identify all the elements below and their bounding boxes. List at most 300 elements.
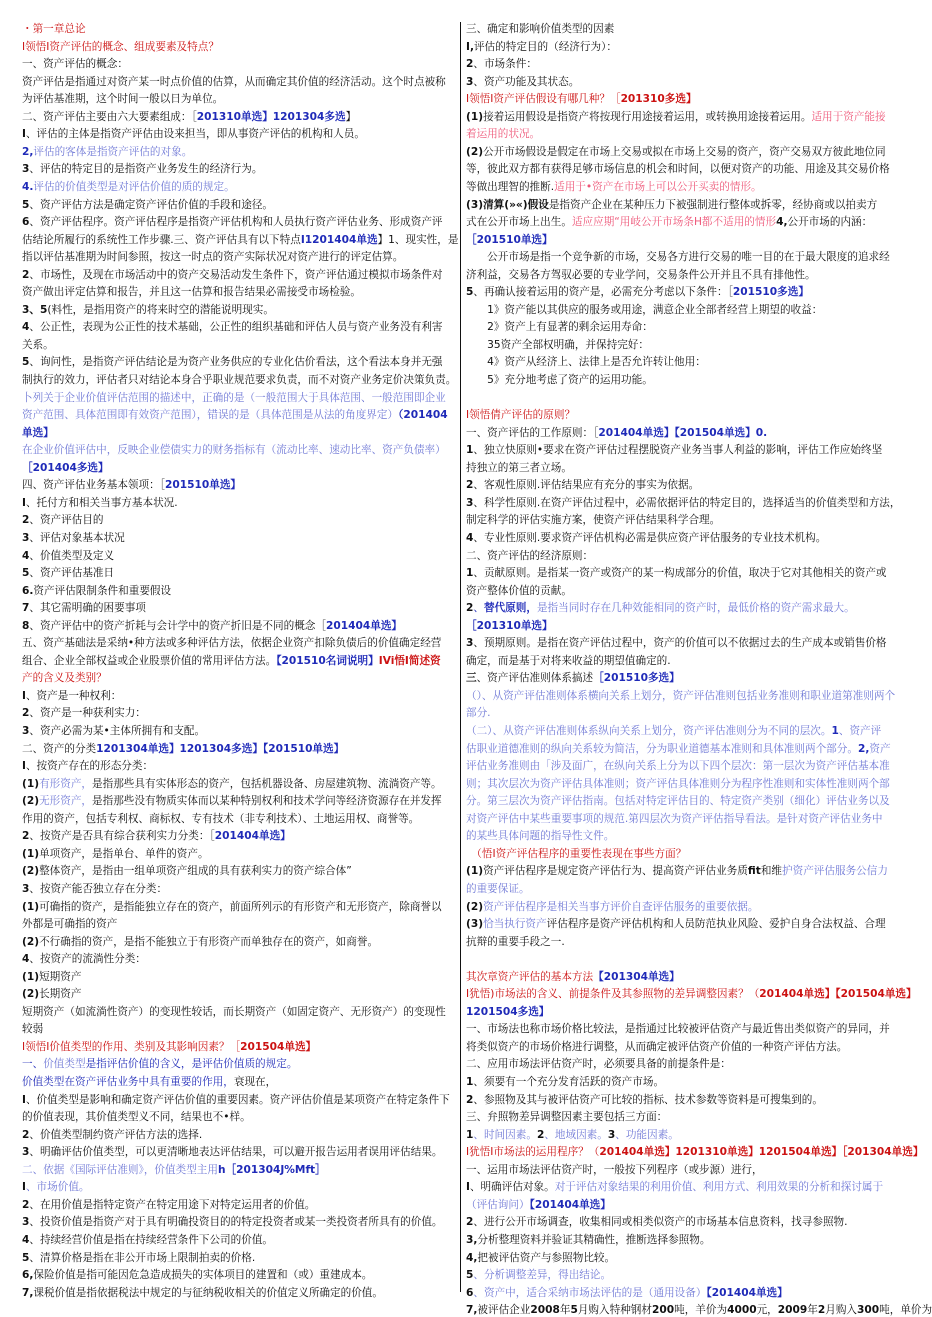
text-line bbox=[466, 1163, 902, 1177]
text-line bbox=[466, 145, 902, 159]
text-segment: 单项资产，是指单台、单件的资产。 bbox=[39, 847, 209, 860]
text-segment: 3 bbox=[22, 725, 30, 737]
text-line bbox=[466, 900, 902, 914]
text-segment: 外都是可确指的资产 bbox=[22, 918, 118, 931]
text-line bbox=[22, 162, 456, 176]
text-segment: 【201304单选】 bbox=[593, 970, 680, 983]
text-segment: 衰现在， bbox=[233, 1076, 277, 1088]
text-line bbox=[22, 233, 459, 247]
text-line bbox=[22, 1075, 456, 1089]
text-line bbox=[22, 864, 456, 878]
text-segment: 价值类型 bbox=[43, 1058, 86, 1071]
text-segment: 、按资产能否独立存在分类： bbox=[29, 882, 168, 895]
text-line bbox=[22, 829, 456, 843]
text-line bbox=[22, 461, 456, 475]
text-segment: 、资产中，适合采纳市场法评估的是（通用设备） bbox=[473, 1286, 707, 1299]
text-line bbox=[466, 935, 902, 949]
text-segment: 清算(»«)假设 bbox=[483, 198, 549, 211]
text-segment: 一、资产评估的概念： bbox=[22, 58, 128, 71]
text-segment: 、科学性原则.在资产评估过程中，必需依据评估的特定目的，选择适当的价值类型和方法， bbox=[473, 496, 901, 509]
text-segment: 、资产是一种获利实力： bbox=[29, 707, 146, 720]
text-segment: 公开市场假设是假定在市场上交易或拟在市场上交易的资产，资产交易双方彼此地位同 bbox=[483, 145, 886, 158]
text-segment: 济利益，交易各方驾驭必要的专业学问，交易条件公开并且不具有排他性。 bbox=[466, 268, 816, 281]
text-segment: 、资产评估目的 bbox=[29, 514, 104, 527]
text-segment: 着运用的状况。 bbox=[466, 128, 541, 141]
text-line bbox=[466, 671, 902, 685]
text-segment: 、价值类型及定义 bbox=[29, 549, 115, 562]
text-line bbox=[22, 250, 456, 264]
text-segment: I bbox=[22, 128, 26, 141]
text-segment: 制执行的效力，评估者只对结论本身合乎职业规范要求负责，而不对资产业务定价决策负责。 bbox=[22, 374, 457, 386]
text-segment: ［201404多选】 bbox=[22, 461, 109, 474]
text-segment: (1) bbox=[466, 110, 484, 123]
text-line bbox=[22, 303, 456, 317]
text-segment: 2 bbox=[22, 707, 30, 720]
text-segment: 5 bbox=[22, 198, 30, 211]
text-segment: 对于评估对象结果的利用价值、利用方式、利用效果的分析和探讨属于 bbox=[554, 1181, 884, 1194]
text-line bbox=[466, 584, 902, 598]
text-segment: 、功能因素。 bbox=[615, 1128, 679, 1141]
text-segment: 、按资产是否具有综合获利实力分类：［ bbox=[29, 830, 215, 843]
text-segment: 3 bbox=[607, 1128, 616, 1141]
text-segment: 7, bbox=[22, 1286, 34, 1299]
text-line bbox=[466, 320, 902, 334]
text-segment: 5 bbox=[570, 1304, 578, 1317]
text-segment: 分析整理资料并验证其精确性，推断选择参照物。 bbox=[477, 1233, 711, 1246]
text-segment: 4000 bbox=[727, 1304, 757, 1317]
text-segment: 5 bbox=[22, 356, 30, 369]
text-segment: 201404单选】【201504单选】 bbox=[759, 988, 917, 1001]
text-segment: 接着运用假设是指资产将按现行用途接着运用，或转换用途接着运用。 bbox=[483, 110, 812, 123]
text-segment: 201504单选】 bbox=[240, 1040, 317, 1053]
text-segment: 评估程序是资产评估机构和人员防范执业风险、爱护自身合法权益、合理 bbox=[546, 918, 886, 931]
text-segment: 201404单选】1201310单选】1201504单选】［201304单选】 bbox=[599, 1146, 924, 1159]
text-segment: 2009 bbox=[777, 1304, 808, 1317]
text-segment: 2, bbox=[22, 145, 34, 158]
text-segment: （）、从资产评估准则体系横向关系上划分，资产评估准则包括业务准则和职业道第准则两个 bbox=[466, 689, 896, 702]
text-segment: 、客观性原则.评估结果应有充分的事实为依据。 bbox=[473, 479, 700, 492]
text-line bbox=[466, 531, 902, 545]
text-segment: 有形资产， bbox=[39, 777, 93, 790]
text-segment: 保险价值是指可能因危急造成损失的实体项目的建置和（或）重建成本。 bbox=[33, 1269, 373, 1282]
text-segment: 6, bbox=[22, 1269, 34, 1282]
text-segment: 、评估的主体是指资产评估由设来担当，即从事资产评估的机构和人员。 bbox=[25, 128, 365, 141]
text-segment: 短期资产（如流淌性资产）的变现性较话，而长期资产（如固定资产、无形资产）的变现性 bbox=[22, 1005, 446, 1018]
text-segment: 评估的特定目的（经济行为）： bbox=[473, 40, 617, 53]
text-line bbox=[22, 285, 456, 299]
text-segment: 3 bbox=[22, 163, 30, 176]
text-line bbox=[466, 443, 902, 457]
text-segment: 、明确评估价值类型，可以更清晰地表达评估结果，可以避开报告运用者误用评估结果。 bbox=[29, 1146, 443, 1159]
text-line bbox=[466, 1198, 902, 1212]
text-line bbox=[466, 812, 902, 826]
text-line bbox=[466, 1286, 902, 1300]
text-segment: 月购入 bbox=[825, 1304, 858, 1317]
text-line bbox=[22, 215, 456, 229]
text-segment: 评估的客体是指资产评估的对象。 bbox=[33, 145, 193, 158]
text-segment: 适用于•资产在市场上可以公开买卖的情形。 bbox=[554, 180, 762, 193]
text-line bbox=[466, 355, 902, 369]
text-segment: 、托付方和相关当事方基本状况. bbox=[25, 496, 178, 509]
text-segment: 、市场性，及现在市场活动中的资产交易活动发生条件下，资产评估通过模拟市场条件对 bbox=[29, 268, 443, 281]
text-segment: 元， bbox=[756, 1304, 778, 1317]
text-segment: 是指那些具有实体形态的资产，包括机器设备、房屋建筑物、流淌资产等。 bbox=[92, 777, 442, 790]
text-segment: 300 bbox=[857, 1304, 880, 1317]
text-segment: I bbox=[22, 1093, 26, 1106]
text-segment: 资产评估限制条件和重要假设 bbox=[33, 584, 172, 597]
text-segment: I, bbox=[466, 40, 474, 53]
text-line bbox=[22, 496, 456, 510]
text-segment: 4》资产从经济上、法律上是否允许转让他用： bbox=[466, 356, 706, 369]
text-line bbox=[466, 1128, 902, 1142]
text-segment: 公开市场是指一个竞争新的市场，交易各方进行交易的唯一目的在于最大限度的追求经 bbox=[466, 251, 890, 264]
text-segment: (1) bbox=[22, 777, 40, 790]
text-segment: 对资产评估中某些重要事项的规范.第四层次为资产评估指导看法。是针对资产评估业务中 bbox=[466, 812, 883, 825]
text-segment: 关系。 bbox=[22, 338, 54, 351]
text-segment: 把被评估资产与参照物比较。 bbox=[477, 1251, 616, 1264]
text-segment: 为评估基准期，这个时间一般以日为单位。 bbox=[22, 93, 224, 106]
text-segment: 201510单选】 bbox=[165, 479, 242, 492]
text-segment: 吨，单价为 bbox=[879, 1304, 932, 1317]
text-line bbox=[22, 1286, 456, 1300]
text-segment: (1) bbox=[22, 847, 40, 860]
text-segment: （评估询问） bbox=[466, 1198, 530, 1211]
text-segment: 3 bbox=[22, 1146, 30, 1159]
text-segment: (3) bbox=[466, 198, 484, 211]
text-segment: （二）、从资产评估准则体系纵向关系上划分，资产评估准则分为不同的层次。 bbox=[466, 725, 832, 737]
text-segment: 4, bbox=[466, 1251, 478, 1264]
text-segment: 4 bbox=[22, 321, 30, 334]
text-line bbox=[466, 250, 902, 264]
text-segment: 资产 bbox=[869, 742, 891, 755]
text-line bbox=[22, 777, 456, 791]
text-segment: 则；其次层次为资产评估具体准则；资产评估具体准则分为程序性准则和实体性准则两个部 bbox=[466, 777, 890, 790]
text-segment: 一、市场法也称市场价格比较法，是指通过比较被评估资产与最近售出类似资产的异同，并 bbox=[466, 1023, 890, 1036]
text-segment: 、市场价值。 bbox=[25, 1181, 90, 1194]
text-line bbox=[22, 1145, 456, 1159]
text-segment: 2, bbox=[857, 742, 870, 755]
text-segment: 2 bbox=[22, 514, 30, 527]
text-line bbox=[22, 40, 456, 54]
text-segment: (1) bbox=[22, 970, 40, 983]
text-line bbox=[22, 549, 456, 563]
text-line bbox=[466, 864, 902, 878]
text-segment: 卜列关于企业价值评估范围的描述中，正确的是（一般范围大于具体范围、一般范围即企业 bbox=[22, 391, 446, 404]
text-line bbox=[466, 338, 902, 352]
text-line bbox=[466, 1180, 902, 1194]
text-segment: 资产评估程序是规定资产评估行为、提高资产评估业务质 bbox=[483, 865, 748, 878]
text-line bbox=[22, 110, 456, 124]
text-segment: 】 bbox=[345, 110, 357, 123]
text-segment: 课税价值是指依据税法中规定的与征纳税收相关的价值定义所确定的价值。 bbox=[33, 1286, 383, 1299]
text-segment: 、按资产存在的形态分类： bbox=[25, 760, 154, 773]
text-line bbox=[22, 987, 456, 1001]
text-segment: I领悟倩产评估的原则？ bbox=[466, 409, 576, 422]
text-line bbox=[22, 1093, 456, 1107]
text-segment: 不行确指的资产，是指不能独立于有形资产而单独存在的资产，如商誉。 bbox=[39, 935, 379, 948]
text-line bbox=[22, 952, 456, 966]
text-segment: (2) bbox=[22, 988, 40, 1001]
text-segment: 资产评估是指通过对资产某一时点价值的估算，从而确定其价值的经济活动。这个时点被称 bbox=[22, 75, 446, 88]
text-segment: 可确指的资产，是指能独立存在的资产，前面所列示的有形资产和无形资产，除商誉以 bbox=[39, 900, 442, 913]
text-line bbox=[22, 531, 456, 545]
text-line bbox=[466, 22, 902, 36]
text-segment: 二、依据《国际评估准则》，价值类型主用 bbox=[22, 1163, 218, 1176]
text-segment: 、资产是一种权利： bbox=[25, 689, 122, 702]
text-line bbox=[22, 636, 456, 650]
text-segment: 】1、现实性，是 bbox=[377, 233, 459, 246]
text-segment: 将类似资产的市场价格进行调整，从而确定被评估资产价值的一种资产评估方法。 bbox=[466, 1040, 848, 1053]
text-segment: 1 bbox=[466, 444, 474, 457]
text-segment: 6 bbox=[22, 216, 30, 229]
text-segment: 、资产评 bbox=[838, 725, 882, 737]
text-segment: 4, bbox=[776, 216, 788, 229]
text-segment: 一、运用市场法评估资产时，一般按下列程序（或步源）进行， bbox=[466, 1163, 763, 1176]
text-segment: 1 bbox=[831, 725, 839, 737]
text-line bbox=[22, 654, 456, 668]
text-line bbox=[22, 1040, 456, 1054]
text-line bbox=[466, 566, 902, 580]
text-line bbox=[22, 57, 456, 71]
text-line bbox=[22, 1005, 456, 1019]
text-segment: 三、确定和影响价值类型的因素 bbox=[466, 23, 615, 35]
text-line bbox=[466, 215, 902, 229]
text-segment: 1201504多选】 bbox=[466, 1005, 550, 1018]
text-segment: 作用的资产，包括专利权、商标权、专有技术（非专利技术）、土地运用权、商誉等。 bbox=[22, 812, 420, 825]
text-segment: 等做出理智的推断. bbox=[466, 180, 555, 193]
text-line bbox=[466, 987, 917, 1001]
text-segment: 二、资产的分类 bbox=[22, 742, 97, 755]
text-line bbox=[22, 917, 456, 931]
text-line bbox=[466, 478, 902, 492]
text-line bbox=[466, 689, 902, 703]
text-segment: 资产评估程序是相关当事方评价自查评估服务的重要依据。 bbox=[483, 900, 759, 913]
text-line bbox=[22, 1233, 456, 1247]
text-line bbox=[22, 584, 456, 598]
text-segment: 、地域因素。 bbox=[544, 1128, 608, 1141]
text-segment: ・第一章总论 bbox=[22, 23, 86, 35]
text-segment: 无形资产， bbox=[39, 795, 93, 808]
text-segment: 、清算价格是指在非公开市场上限制拍卖的价格. bbox=[29, 1251, 256, 1264]
text-segment: 是指评估价值的含义，是评估价值质的规定。 bbox=[85, 1058, 298, 1071]
text-segment: 评估的价值类型是对评估价值的质的规定。 bbox=[33, 180, 235, 193]
text-segment: (2) bbox=[466, 145, 484, 158]
text-segment: 年 bbox=[559, 1304, 571, 1317]
text-line bbox=[22, 355, 456, 369]
text-segment: 201404单选】【201504单选】0. bbox=[598, 426, 768, 439]
text-segment: 护资产评估服务公信力 bbox=[782, 865, 888, 878]
text-line bbox=[22, 426, 456, 440]
text-segment: 、按资产的流淌性分类： bbox=[29, 953, 146, 966]
text-line bbox=[22, 742, 456, 756]
text-segment: 、时间因素。 bbox=[473, 1128, 537, 1141]
text-line bbox=[22, 1198, 456, 1212]
text-segment: 2 bbox=[466, 602, 474, 615]
text-line bbox=[466, 1215, 902, 1229]
text-segment: 、价值类型是影响和确定资产评估价值的重要因素。资产评估价值是某项资产在特定条件下 bbox=[25, 1093, 450, 1106]
text-line bbox=[466, 1093, 902, 1107]
text-line bbox=[466, 426, 902, 440]
text-segment: I领悟I资产评估假设有哪几种？［ bbox=[466, 93, 621, 106]
text-line bbox=[22, 706, 456, 720]
text-line bbox=[466, 1251, 902, 1265]
text-line bbox=[466, 794, 902, 808]
text-segment: 、进行公开市场调查，收集相同或相类似资产的市场基本信息资料，找寻参照物. bbox=[473, 1216, 848, 1229]
text-segment: 在企业价值评估中，反映企业偿债实力的财务指标有（流动比率、速动比率、资产负债率） bbox=[22, 444, 446, 457]
text-segment: 吨，羊价为 bbox=[674, 1304, 728, 1317]
column-divider bbox=[460, 22, 461, 1292]
text-segment: 二、应用市场法评估资产时，必须要具备的前提条件是： bbox=[466, 1058, 731, 1071]
text-segment: 5 bbox=[466, 1269, 474, 1282]
text-segment: IVi悟I简述资 bbox=[378, 654, 441, 667]
text-segment: (1) bbox=[22, 900, 40, 913]
text-segment: 、价值类型制约资产评估方法的选择. bbox=[29, 1128, 203, 1141]
text-segment: 、贡献原则。是指某一资产或资产的某一构成部分的价值，取决于它对其他相关的资产或 bbox=[473, 567, 887, 580]
text-segment: 适用于资产能接 bbox=[811, 110, 886, 123]
text-segment: 、资产评估准则体系搞述 bbox=[476, 672, 594, 685]
text-line bbox=[22, 900, 456, 914]
text-segment: 资产范围、具体范围即有效资产范围），错误的是（具体范围是从法的角度界定） bbox=[22, 409, 399, 422]
text-line bbox=[22, 443, 456, 457]
text-line bbox=[466, 549, 902, 563]
text-segment: ［201510多选】 bbox=[593, 672, 680, 685]
text-segment: 2008 bbox=[530, 1304, 560, 1317]
text-segment: 2 bbox=[466, 479, 474, 492]
text-segment: 单选】 bbox=[22, 426, 54, 439]
text-segment: 、明确评估对象。 bbox=[469, 1181, 555, 1194]
text-line bbox=[22, 373, 456, 387]
text-line bbox=[466, 1233, 902, 1247]
text-line bbox=[466, 40, 902, 54]
text-segment: I领悟I资产评估的概念、组成要素及特点？ bbox=[22, 40, 219, 53]
text-line bbox=[22, 198, 456, 212]
text-segment: 月购入特种钢材 bbox=[577, 1304, 652, 1317]
text-line bbox=[466, 75, 902, 89]
text-segment: 6 bbox=[466, 1286, 474, 1299]
text-segment: 分。第三层次为资产评估指南。包括对特定评估目的、特定资产类别（细化）评估业务以及 bbox=[466, 795, 890, 808]
text-segment: 一、资产评估的工作原则：［ bbox=[466, 426, 599, 439]
text-line bbox=[22, 566, 456, 580]
text-segment: 五、资产基础法是采纳•种方法或多种评估方法，依据企业资产扣除负债后的价值确定经营 bbox=[22, 637, 442, 650]
text-line bbox=[22, 724, 456, 738]
text-line bbox=[466, 461, 902, 475]
text-segment: (1) bbox=[466, 865, 484, 878]
text-segment: 3 bbox=[22, 531, 30, 544]
text-line bbox=[22, 935, 456, 949]
left-column bbox=[22, 0, 459, 1301]
text-segment: 3 bbox=[466, 75, 474, 88]
text-line bbox=[22, 391, 456, 405]
text-segment: 4 bbox=[22, 1233, 30, 1246]
text-segment: h［201304J%Mft］ bbox=[217, 1163, 326, 1176]
text-segment: 【201510名词说明】 bbox=[276, 654, 379, 667]
text-segment: 、其它需明确的困要事项 bbox=[29, 602, 146, 615]
text-line bbox=[466, 636, 902, 650]
text-segment: 、公正性，表现为公正性的技术基础，公正性的组织基础和评估人员与资产业务没有利害 bbox=[29, 321, 443, 334]
text-segment: 、 bbox=[473, 602, 484, 615]
text-segment: 3 bbox=[22, 1216, 30, 1229]
text-segment: I bbox=[22, 1181, 26, 1194]
text-segment: 组合、企业全部权益或企业股票价值的常用评估方法。 bbox=[22, 654, 277, 667]
text-line bbox=[466, 513, 902, 527]
text-line bbox=[22, 268, 456, 282]
text-segment: (2) bbox=[22, 795, 40, 808]
text-segment: 的某些具体问题的指导性文件。 bbox=[466, 830, 615, 843]
text-line bbox=[22, 408, 456, 422]
text-segment: 整体资产，是指由一组单项资产组成的具有获利实力的资产综合体” bbox=[39, 865, 352, 878]
text-line bbox=[22, 180, 456, 194]
text-line bbox=[22, 145, 456, 159]
text-segment: 201310单选】1201304多选 bbox=[196, 110, 346, 123]
text-segment: 、专业性原则.要求资产评估机构必需是供应资产评估服务的专业技术机构。 bbox=[473, 531, 827, 544]
text-line bbox=[22, 338, 456, 352]
text-segment: 年 bbox=[807, 1304, 818, 1317]
text-line bbox=[466, 882, 902, 896]
text-line bbox=[22, 1251, 456, 1265]
text-segment: (2) bbox=[22, 865, 40, 878]
text-segment: 、资产功能及其状态。 bbox=[473, 75, 580, 88]
text-segment: 2 bbox=[22, 1198, 30, 1211]
text-line bbox=[466, 847, 902, 861]
text-segment: 3 bbox=[466, 496, 474, 509]
text-line bbox=[466, 198, 902, 212]
text-segment: 、资产评估程序。资产评估程序是指资产评估机构和人员执行资产评估业务、形成资产评 bbox=[29, 216, 443, 229]
text-segment: 式在公开市场上出生。 bbox=[466, 216, 572, 229]
text-line bbox=[22, 478, 456, 492]
text-segment: I bbox=[22, 689, 26, 702]
text-segment: ［201310单选】 bbox=[466, 619, 553, 632]
text-segment: 、询问性，是指资产评估结论是为资产业务供应的专业化估价看法，这个看法本身并无强 bbox=[29, 356, 443, 369]
text-segment: 6. bbox=[22, 584, 34, 597]
text-line bbox=[22, 619, 456, 633]
text-segment: 、评估对象基本状况 bbox=[29, 531, 125, 544]
text-line bbox=[466, 1005, 902, 1019]
text-line bbox=[466, 917, 902, 931]
text-segment: 是指资产企业在某种压力下被强制进行整体或拆零，经协商或以拍卖方 bbox=[548, 198, 878, 211]
text-segment: 2 bbox=[466, 1093, 474, 1106]
text-segment: 三 bbox=[466, 672, 477, 685]
text-line bbox=[22, 1110, 456, 1124]
text-segment: 、在用价值是指特定资产在特定用途下对特定运用者的价值。 bbox=[29, 1198, 316, 1211]
text-segment: 、评估的特定目的是指资产业务发生的经济行为。 bbox=[29, 163, 263, 176]
text-line bbox=[466, 1040, 902, 1054]
text-segment: 的价值表现，其价值类型义不同，结果也不•样。 bbox=[22, 1111, 251, 1124]
text-segment: 、须要有一个充分发育活跃的资产市场。 bbox=[473, 1076, 665, 1088]
text-segment: 2 bbox=[817, 1304, 826, 1317]
text-segment: 是指那些没有物质实体而以某种特别权利和技术学问等经济资源存在并发挥 bbox=[92, 795, 442, 808]
text-segment: 2 bbox=[22, 268, 30, 281]
text-line bbox=[466, 724, 902, 738]
text-segment: 5 bbox=[22, 1251, 30, 1264]
text-line bbox=[22, 1163, 456, 1177]
text-segment: 7, bbox=[466, 1304, 478, 1317]
text-segment: 等，彼此双方都有获得足够市场信息的机会和时间，以便对资产的功能、用途及其交易价格 bbox=[466, 163, 890, 176]
text-line bbox=[466, 619, 902, 633]
text-segment: (3) bbox=[466, 918, 484, 931]
text-segment: 估职业道德准则的纵向关系较为简洁，分为职业道德基本准则和具体准则两个部分。 bbox=[466, 742, 858, 755]
text-segment: 、再确认接着运用的资产是，必需充分考虑以下条件：［ bbox=[473, 286, 733, 299]
text-segment: 1201304单选】1201304多选】【201510单选】 bbox=[96, 742, 345, 755]
text-segment: 、预期原则。是指在资产评估过程中，资产的价值可以不依据过去的生产成本或销售价格 bbox=[473, 637, 887, 650]
text-line bbox=[466, 285, 902, 299]
text-segment: 价值类型在资产评估业务中具有重要的作用， bbox=[22, 1076, 234, 1088]
text-line bbox=[22, 22, 456, 36]
text-segment: 2 bbox=[466, 58, 474, 71]
text-segment: 产的含义及类别？ bbox=[22, 672, 107, 685]
text-segment: I bbox=[466, 1181, 470, 1194]
text-segment: 公开市场的内涵： bbox=[787, 216, 873, 229]
text-segment: 8 bbox=[22, 619, 30, 632]
